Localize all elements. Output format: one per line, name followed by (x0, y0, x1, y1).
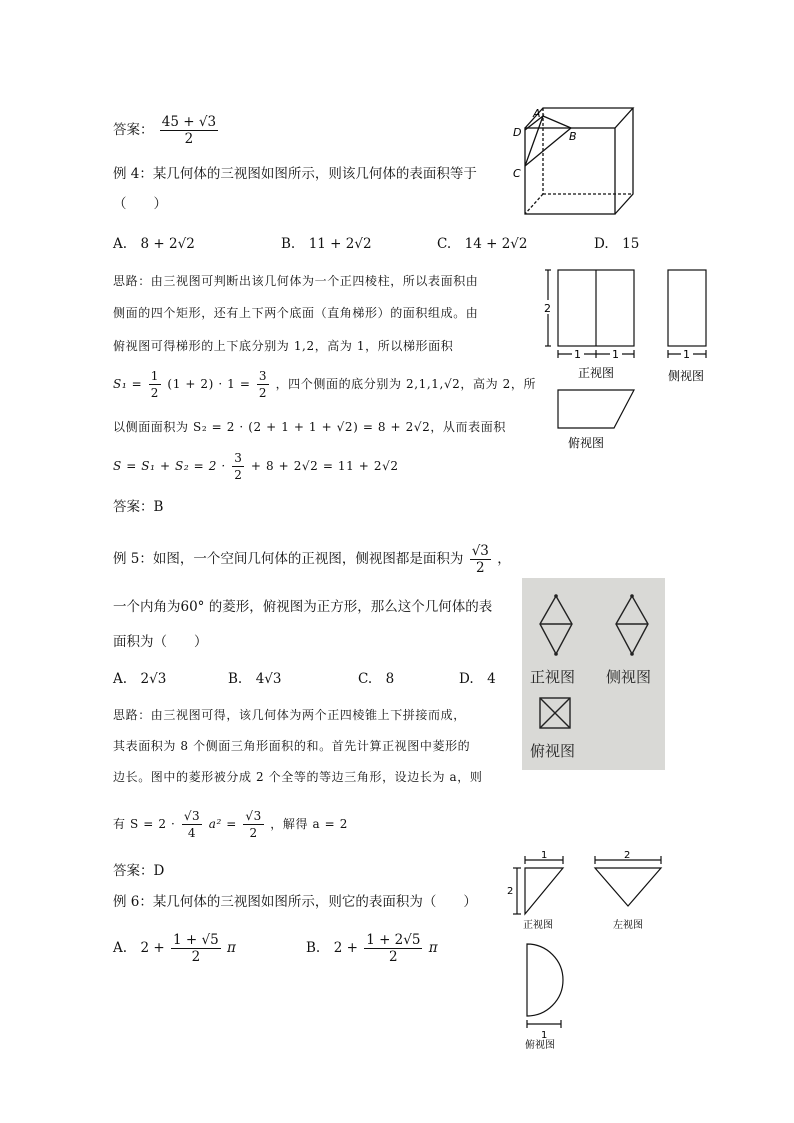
ex5-photo-figure (522, 578, 665, 770)
ex6-option-b: B. 2 + $\frac{1 + 2√5}{2}$ π (306, 932, 438, 965)
svg-text:2: 2 (624, 850, 631, 861)
ex5-top-view-label: 俯视图 (530, 742, 576, 760)
ex4-solution-4: S₁ = $\frac{1}{2}$ (1 + 2) · 1 = $\frac{3}{2}$ ，四个侧面的底分别为 2,1,1,√2，高为 2，所 (113, 369, 537, 400)
ex5-front-view-label: 正视图 (530, 668, 576, 686)
ex5-question-2: 一个内角为60° 的菱形，俯视图为正方形，那么这个几何体的表 (113, 599, 493, 615)
answer-ex3: 答案： $\frac{45 + √3}{2}$ (113, 114, 217, 147)
label-A: A (533, 107, 541, 120)
svg-text:1: 1 (541, 850, 548, 861)
ex6-three-views (505, 848, 675, 1054)
label-C: C (513, 167, 521, 180)
ex4-three-views (538, 262, 718, 457)
ex5-three-views (522, 578, 665, 770)
ex4-solution-5: 以侧面面积为 S₂ = 2 · (2 + 1 + 1 + √2) = 8 + 2√2，从而表面积 (113, 420, 506, 434)
ex6-left-view-label: 左视图 (613, 920, 643, 931)
ex4-solution-6: S = S₁ + S₂ = 2 · $\frac{3}{2}$ + 8 + 2√2 = 11 + 2√2 (113, 451, 399, 482)
ex4-option-c: C. 14 + 2√2 (437, 236, 528, 252)
ex5-question-3: 面积为（ ） (113, 634, 208, 650)
svg-text:1: 1 (541, 1030, 548, 1041)
ex5-answer: 答案：D (113, 863, 165, 879)
ex4-front-view-label: 正视图 (578, 366, 615, 380)
ex4-solution-2: 侧面的四个矩形，还有上下两个底面（直角梯形）的面积组成。由 (113, 306, 479, 320)
ex5-option-a: A. 2√3 (113, 671, 167, 687)
ex4-solution-3: 俯视图可得梯形的上下底分别为 1,2，高为 1，所以梯形面积 (113, 339, 454, 353)
ex5-solution-3: 边长。图中的菱形被分成 2 个全等的等边三角形，设边长为 a，则 (113, 770, 483, 784)
ex4-paren: （ ） (113, 196, 167, 212)
ex5-solution-2: 其表面积为 8 个侧面三角形面积的和。首先计算正视图中菱形的 (113, 739, 471, 753)
label-B: B (569, 130, 577, 143)
svg-text:1: 1 (574, 348, 581, 361)
svg-text:1: 1 (683, 348, 690, 361)
ex5-option-d: D. 4 (459, 671, 496, 687)
ex5-option-c: C. 8 (358, 671, 395, 687)
ex5-solution-1: 思路：由三视图可得，该几何体为两个正四棱锥上下拼接而成， (113, 708, 466, 722)
svg-text:2: 2 (544, 302, 551, 315)
ex4-option-a: A. 8 + 2√2 (113, 236, 195, 252)
svg-text:1: 1 (612, 348, 619, 361)
answer-fraction: $\frac{45 + √3}{2}$ (161, 114, 217, 147)
ex5-option-b: B. 4√3 (228, 671, 282, 687)
ex4-option-d: D. 15 (594, 236, 640, 252)
ex4-answer: 答案：B (113, 499, 164, 515)
ex6-front-view-label: 正视图 (523, 920, 553, 931)
ex6-option-a: A. 2 + $\frac{1 + √5}{2}$ π (113, 932, 236, 965)
ex4-top-view-label: 俯视图 (568, 436, 605, 450)
ex4-solution-1: 思路：由三视图可判断出该几何体为一个正四棱柱，所以表面积由 (113, 274, 479, 288)
ex5-question-1: 例 5：如图，一个空间几何体的正视图，侧视图都是面积为 $\frac{√3}{2}$ ， (113, 543, 511, 576)
ex5-side-view-label: 侧视图 (606, 668, 652, 686)
ex4-question: 例 4：某几何体的三视图如图所示，则该几何体的表面积等于 (113, 166, 477, 182)
label-D: D (513, 126, 522, 139)
cube-figure (505, 100, 665, 220)
ex4-option-b: B. 11 + 2√2 (281, 236, 372, 252)
svg-text:2: 2 (507, 886, 514, 897)
ex6-question: 例 6：某几何体的三视图如图所示，则它的表面积为（ ） (113, 894, 477, 910)
ex6-top-view-label: 俯视图 (525, 1040, 555, 1051)
ex5-solution-4: 有 S = 2 · $\frac{√3}{4}$ a² = $\frac{√3}{2}$ ，解得 a = 2 (113, 809, 348, 840)
ex4-side-view-label: 侧视图 (668, 369, 705, 383)
